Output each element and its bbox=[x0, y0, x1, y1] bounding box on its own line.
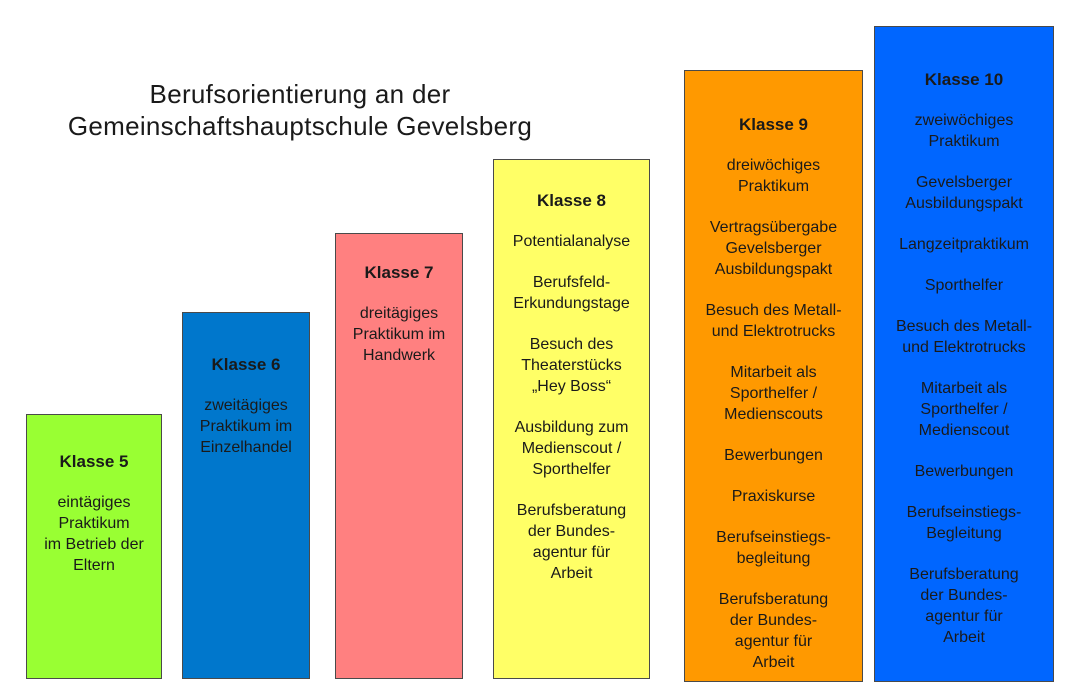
column-item-line: Einzelhandel bbox=[200, 439, 292, 456]
column-item-line: der Bundes- bbox=[729, 612, 818, 629]
column-item bbox=[685, 155, 862, 197]
column-item bbox=[685, 527, 862, 569]
column-item-line: Arbeit bbox=[752, 654, 795, 671]
column-heading: Klasse 7 bbox=[364, 263, 434, 282]
column-item bbox=[494, 272, 649, 314]
column-item-line: Gevelsberger bbox=[725, 240, 822, 257]
column-klasse-9 bbox=[684, 70, 863, 682]
column-item-line: Besuch des bbox=[529, 336, 614, 353]
column-item-line: Berufsfeld- bbox=[532, 274, 611, 291]
column-item-line: Begleitung bbox=[926, 525, 1002, 542]
column-item bbox=[875, 564, 1053, 648]
column-item bbox=[27, 492, 161, 576]
column-item-line: Mitarbeit als bbox=[730, 364, 817, 381]
column-heading: Klasse 9 bbox=[739, 115, 808, 134]
column-item-line: Sporthelfer / bbox=[729, 385, 818, 402]
column-item-line: Bewerbungen bbox=[914, 463, 1014, 480]
column-item bbox=[875, 172, 1053, 214]
column-item-line: und Elektrotrucks bbox=[902, 339, 1026, 356]
column-item-line: Langzeitpraktikum bbox=[899, 236, 1029, 253]
column-klasse-7 bbox=[335, 233, 463, 679]
column-item-line: der Bundes- bbox=[920, 587, 1008, 604]
column-item-line: Potentialanalyse bbox=[512, 233, 631, 250]
column-item-line: Praxiskurse bbox=[731, 488, 816, 505]
column-item-line: Berufseinstiegs- bbox=[716, 529, 831, 546]
column-item-line: Praktikum bbox=[737, 178, 810, 195]
column-item bbox=[875, 110, 1053, 152]
column-item-line: agentur für bbox=[734, 633, 813, 650]
column-item bbox=[685, 589, 862, 673]
column-item bbox=[494, 334, 649, 397]
column-item-line: Praktikum im bbox=[352, 326, 446, 343]
column-item-line: zweiwöchiges bbox=[914, 112, 1014, 129]
column-item-line: agentur für bbox=[925, 608, 1003, 625]
column-item-line: Eltern bbox=[73, 557, 115, 574]
column-item-line: Praktikum im bbox=[199, 418, 293, 435]
column-item bbox=[183, 395, 309, 458]
column-item bbox=[494, 231, 649, 252]
column-item-line: Sporthelfer bbox=[924, 277, 1004, 294]
column-heading: Klasse 8 bbox=[537, 191, 606, 210]
column-item-line: begleitung bbox=[736, 550, 811, 567]
column-item-line: Besuch des Metall- bbox=[705, 302, 842, 319]
column-item bbox=[336, 303, 462, 366]
column-item-line: Medienscout / bbox=[521, 440, 622, 457]
column-item bbox=[494, 500, 649, 584]
column-item-line: zweitägiges bbox=[204, 397, 288, 414]
column-item-line: Praktikum bbox=[58, 515, 130, 532]
column-item bbox=[685, 486, 862, 507]
column-item-line: Handwerk bbox=[362, 347, 436, 364]
column-item-line: im Betrieb der bbox=[44, 536, 144, 553]
column-item bbox=[875, 234, 1053, 255]
column-item-line: Gevelsberger bbox=[915, 174, 1013, 191]
column-item-line: Bewerbungen bbox=[724, 447, 823, 464]
column-klasse-10 bbox=[874, 26, 1054, 682]
column-item-line: Vertragsübergabe bbox=[709, 219, 838, 236]
column-item-line: eintägiges bbox=[57, 494, 131, 511]
column-item bbox=[875, 316, 1053, 358]
column-item-line: Praktikum bbox=[928, 133, 1000, 150]
column-item-line: Arbeit bbox=[943, 629, 985, 646]
column-item-line: Berufsberatung bbox=[718, 591, 829, 608]
column-item bbox=[494, 417, 649, 480]
column-item-line: Ausbildungspakt bbox=[905, 195, 1023, 212]
column-item bbox=[685, 362, 862, 425]
column-item-line: Ausbildung zum bbox=[514, 419, 629, 436]
column-item-line: Ausbildungspakt bbox=[714, 261, 833, 278]
column-item-line: und Elektrotrucks bbox=[711, 323, 836, 340]
column-item bbox=[875, 275, 1053, 296]
column-klasse-6 bbox=[182, 312, 310, 679]
column-item-line: Besuch des Metall- bbox=[895, 318, 1033, 335]
column-item-line: Medienscout bbox=[918, 422, 1010, 439]
column-item-line: der Bundes- bbox=[527, 523, 616, 540]
column-item bbox=[875, 502, 1053, 544]
column-item-line: dreitägiges bbox=[359, 305, 439, 322]
column-klasse-5 bbox=[26, 414, 162, 679]
column-klasse-8 bbox=[493, 159, 650, 679]
column-item-line: Erkundungstage bbox=[513, 295, 630, 312]
column-heading: Klasse 5 bbox=[59, 452, 129, 471]
column-item-line: Berufseinstiegs- bbox=[906, 504, 1022, 521]
page-title bbox=[30, 78, 570, 142]
title-line-2: Gemeinschaftshauptschule Gevelsberg bbox=[67, 111, 533, 141]
column-item-line: Sporthelfer / bbox=[920, 401, 1008, 418]
column-item bbox=[685, 300, 862, 342]
column-item-line: Mitarbeit als bbox=[920, 380, 1008, 397]
title-line-1: Berufsorientierung an der bbox=[149, 79, 451, 109]
column-item bbox=[685, 217, 862, 280]
column-item-line: Theaterstücks bbox=[521, 357, 622, 374]
column-item-line: Sporthelfer bbox=[532, 461, 611, 478]
column-item-line: Medienscouts bbox=[724, 406, 823, 423]
column-item-line: dreiwöchiges bbox=[726, 157, 821, 174]
column-item bbox=[685, 445, 862, 466]
column-item-line: Berufsberatung bbox=[516, 502, 627, 519]
column-item-line: Arbeit bbox=[550, 565, 593, 582]
column-heading: Klasse 6 bbox=[211, 355, 281, 374]
column-item-line: Berufsberatung bbox=[909, 566, 1019, 583]
column-item bbox=[875, 461, 1053, 482]
column-item bbox=[875, 378, 1053, 441]
column-heading: Klasse 10 bbox=[924, 70, 1004, 89]
column-item-line: agentur für bbox=[532, 544, 611, 561]
column-item-line: „Hey Boss“ bbox=[531, 378, 612, 395]
